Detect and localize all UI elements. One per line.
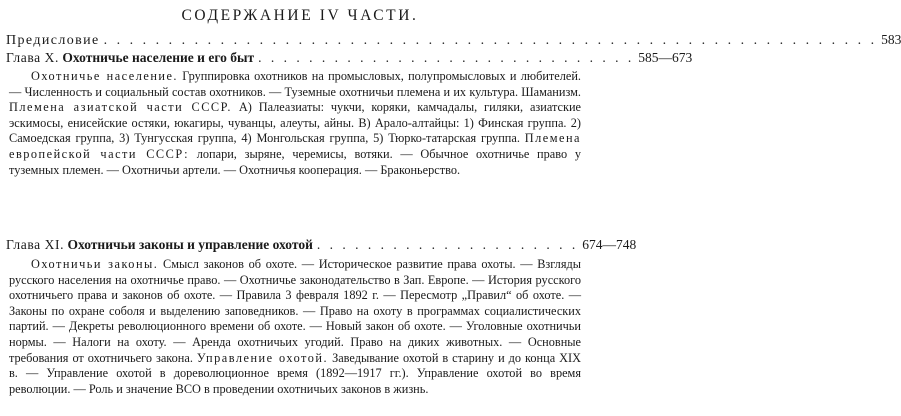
summary-segment: Племена азиатской части СССР.	[9, 100, 232, 115]
toc-entry-chapter-11	[6, 237, 637, 253]
dot-leader: . . . . . . . . . . . . . . . . . . . . . . . . . . . . . . . . . . . . . . . . . . . . . . . . . . . . . . . . . . . .	[103, 33, 878, 48]
page-title: СОДЕРЖАНИЕ IV ЧАСТИ.	[181, 7, 419, 24]
chapter-10-title: Охотничье население и его быт	[62, 50, 255, 65]
summary-segment: Племена европейской части СССР:	[9, 131, 581, 161]
chapter-10-summary	[9, 69, 581, 178]
summary-segment: Группировка охотников на промысловых, полупромысловых и любителей. — Численность и социальный состав охотников. — Туземные охотничьи племена и их культура. Шаманизм.	[9, 69, 581, 99]
summary-segment: Смысл законов об охоте. — Историческое развитие права охоты. — Взгляды русского населения на охотничье право. — Охотничье законодательство в Зап. Европе. — История русского охотничьего права и законов об охоте. — Правила 3 февраля 1892 г. — Пересмотр „Правил“ об охоте. — Законы по охране соболя и выделению заповедников. — Право на охоту в программах социалистических партий. — Декреты революционного времени об охоте. — Новый закон об охоте. — Уголовные охотничьи нормы. — Налоги на охоту. — Аренда охотничьих угодий. Право на диких животных. — Основные требования от охотничьего закона.	[9, 257, 581, 365]
chapter-11-number: Глава XI.	[6, 237, 65, 252]
summary-segment: Охотничьи законы.	[31, 257, 159, 271]
toc-entry-preface	[6, 32, 901, 49]
summary-segment: А) Палеазиаты: чукчи, коряки, камчадалы, гиляки, азиатские эскимосы, енисейские остяки, юкагиры, чуванцы, алеуты, айны. В) Арало-алтайцы: 1) Финская группа. 2) Самоедская группа, 3) Тунгусская группа, 4) Монгольская группа, 5) Тюрко-татарская группа.	[9, 100, 581, 146]
summary-segment: Заведывание охотой в старину и до конца XIX в. — Управление охотой в дореволюционное время (1892—1917 гг.). Управление охотой во время революции. — Роль и значение ВСО в проведении охотничьих законов в жизнь.	[9, 350, 581, 396]
chapter-11-summary	[9, 257, 581, 397]
preface-label: Предисловие	[6, 33, 100, 48]
summary-segment: Охотничье население.	[31, 69, 179, 83]
chapter-10-pages: 585—673	[638, 50, 693, 65]
chapter-10-number: Глава X.	[6, 50, 60, 65]
toc-entry-chapter-10	[6, 50, 693, 66]
chapter-11-title: Охотничьи законы и управление охотой	[67, 237, 313, 252]
summary-segment: лопари, зыряне, черемисы, вотяки. — Обычное охотничье право у туземных племен. — Охотничьи артели. — Охотничья кооперация. — Браконьерство.	[9, 146, 581, 177]
dot-leader: . . . . . . . . . . . . . . . . . . . . . . . . . . . . . .	[258, 50, 635, 65]
chapter-11-pages: 674—748	[582, 237, 637, 252]
preface-page-number: 583	[881, 32, 901, 47]
dot-leader: . . . . . . . . . . . . . . . . . . . . .	[316, 237, 579, 252]
summary-segment: Управление охотой.	[196, 350, 329, 365]
